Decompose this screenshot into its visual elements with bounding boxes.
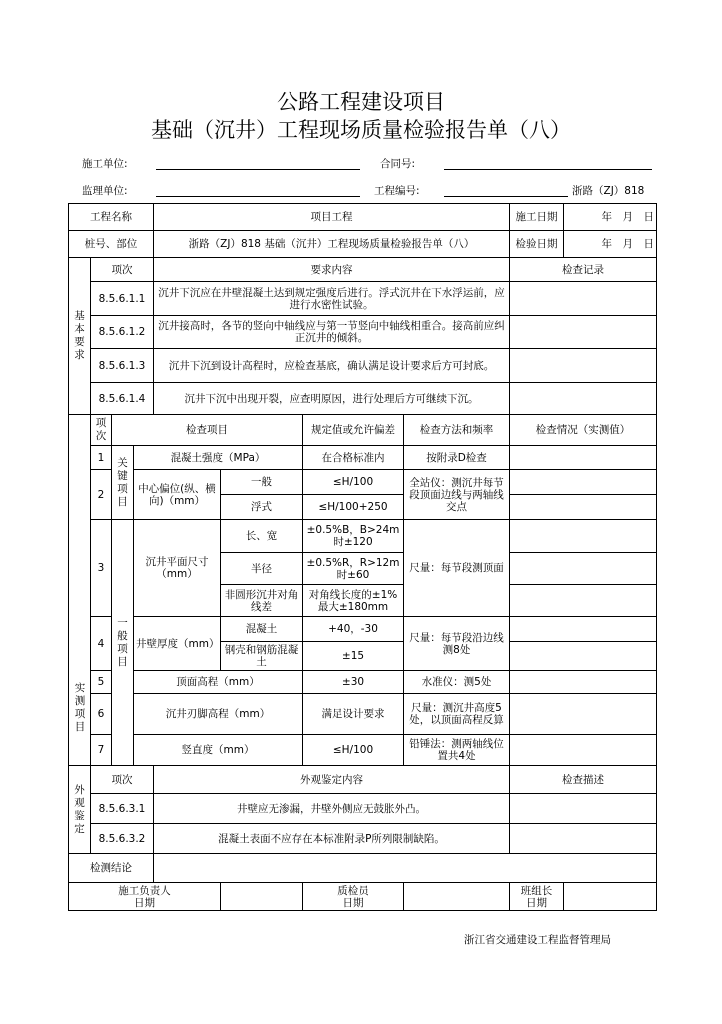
wall-thickness: 井壁厚度（mm） <box>134 617 221 671</box>
basic-record[interactable] <box>510 316 657 349</box>
supervisor-field[interactable] <box>156 196 360 197</box>
method: 水准仪：测5处 <box>404 671 510 694</box>
method: 尺量：每节段沿边线测8处 <box>404 617 510 671</box>
spec-value: ±30 <box>303 671 404 694</box>
method: 按附录D检查 <box>404 446 510 470</box>
spec-value: ≤H/100+250 <box>303 495 404 520</box>
concrete-strength: 混凝土强度（MPa） <box>134 446 303 470</box>
measured-no: 6 <box>91 694 112 735</box>
appearance-text: 井壁应无渗漏，井壁外侧应无鼓胀外凸。 <box>154 794 510 824</box>
basic-record[interactable] <box>510 349 657 383</box>
basic-code: 8.5.6.1.2 <box>91 316 154 349</box>
basic-col-content: 要求内容 <box>154 258 510 282</box>
top-elevation: 顶面高程（mm） <box>134 671 303 694</box>
result-cell[interactable] <box>510 617 657 642</box>
construction-date-value[interactable]: 年 月 日 <box>564 204 657 231</box>
basic-code: 8.5.6.1.1 <box>91 282 154 316</box>
verticality: 竖直度（mm） <box>134 735 303 766</box>
inspection-date-label: 检验日期 <box>510 231 564 258</box>
basic-code: 8.5.6.1.3 <box>91 349 154 383</box>
foreman-signature-label: 施工负责人日期 <box>69 883 221 911</box>
measured-no: 1 <box>91 446 112 470</box>
measured-no: 4 <box>91 617 112 671</box>
inspector-signature[interactable] <box>404 883 510 911</box>
key-items-label: 关键项目 <box>112 446 134 520</box>
measured-section-label: 实测项目 <box>74 682 86 733</box>
contractor-label: 施工单位: <box>82 158 128 170</box>
spec-value: ≤H/100 <box>303 735 404 766</box>
cutting-edge-elevation: 沉井刃脚高程（mm） <box>134 694 303 735</box>
sub-item: 一般 <box>221 470 303 495</box>
basic-text: 沉井接高时，各节的竖向中轴线应与第一节竖向中轴线相重合。接高前应纠正沉井的倾斜。 <box>154 316 510 349</box>
station-value: 浙路（ZJ）818 基础（沉井）工程现场质量检验报告单（八） <box>154 231 510 258</box>
result-cell[interactable] <box>510 585 657 617</box>
appearance-col-item: 项次 <box>91 766 154 794</box>
method: 全站仪：测沉井每节段顶面边线与两轴线交点 <box>404 470 510 520</box>
foreman-signature[interactable] <box>221 883 303 911</box>
measured-col-result: 检查情况（实测值） <box>510 415 657 446</box>
basic-section-label: 基本要求 <box>69 258 91 415</box>
spec-value: ±0.5%R，R>12m时±60 <box>303 553 404 585</box>
title-line-2: 基础（沉井）工程现场质量检验报告单（八） <box>151 118 571 142</box>
basic-text: 沉井下沉中出现开裂，应查明原因，进行处理后方可继续下沉。 <box>154 383 510 415</box>
team-leader-signature[interactable] <box>564 883 657 911</box>
project-name-label: 工程名称 <box>69 204 154 231</box>
spec-value: ±15 <box>303 642 404 671</box>
appearance-code: 8.5.6.3.1 <box>91 794 154 824</box>
basic-col-item: 项次 <box>91 258 154 282</box>
measured-no: 7 <box>91 735 112 766</box>
inspector-signature-label: 质检员日期 <box>303 883 404 911</box>
contract-no-label: 合同号: <box>380 158 416 170</box>
measured-col-item: 项次 <box>91 415 112 446</box>
appearance-col-desc: 检查描述 <box>510 766 657 794</box>
conclusion-label: 检测结论 <box>69 854 154 883</box>
contractor-field[interactable] <box>156 169 360 170</box>
result-cell[interactable] <box>510 642 657 671</box>
basic-code: 8.5.6.1.4 <box>91 383 154 415</box>
basic-record[interactable] <box>510 282 657 316</box>
measured-no: 5 <box>91 671 112 694</box>
measured-col-method: 检查方法和频率 <box>404 415 510 446</box>
spec-value: 对角线长度的±1%最大±180mm <box>303 585 404 617</box>
project-no-label: 工程编号: <box>374 185 420 197</box>
plane-size: 沉井平面尺寸（mm） <box>134 520 221 617</box>
appearance-desc[interactable] <box>510 824 657 854</box>
project-name-value: 项目工程 <box>154 204 510 231</box>
spec-value: ≤H/100 <box>303 470 404 495</box>
spec-value: 满足设计要求 <box>303 694 404 735</box>
sub-item: 混凝土 <box>221 617 303 642</box>
spec-value: ±0.5%B，B>24m时±120 <box>303 520 404 553</box>
contract-no-field[interactable] <box>444 169 652 170</box>
sub-item: 钢壳和钢筋混凝土 <box>221 642 303 671</box>
appearance-text: 混凝土表面不应存在本标准附录P所列限制缺陷。 <box>154 824 510 854</box>
basic-text: 沉井下沉到设计高程时，应检查基底，确认满足设计要求后方可封底。 <box>154 349 510 383</box>
result-cell[interactable] <box>510 671 657 694</box>
spec-value: 在合格标准内 <box>303 446 404 470</box>
title-line-1: 公路工程建设项目 <box>277 90 445 114</box>
method: 铅锤法：测两轴线位置共4处 <box>404 735 510 766</box>
appearance-col-content: 外观鉴定内容 <box>154 766 510 794</box>
result-cell[interactable] <box>510 553 657 585</box>
spec-value: +40，-30 <box>303 617 404 642</box>
appearance-code: 8.5.6.3.2 <box>91 824 154 854</box>
appearance-section-label: 外观鉴定 <box>69 766 91 854</box>
project-no-field[interactable] <box>444 196 568 197</box>
center-offset: 中心偏位(纵、横向)（mm） <box>134 470 221 520</box>
sub-item: 长、宽 <box>221 520 303 553</box>
measured-no: 2 <box>91 470 112 520</box>
measured-col-check-item: 检查项目 <box>112 415 303 446</box>
result-cell[interactable] <box>510 735 657 766</box>
sub-item: 非圆形沉井对角线差 <box>221 585 303 617</box>
supervisor-label: 监理单位: <box>82 185 128 197</box>
sub-item: 半径 <box>221 553 303 585</box>
construction-date-label: 施工日期 <box>510 204 564 231</box>
measured-no: 3 <box>91 520 112 617</box>
appearance-desc[interactable] <box>510 794 657 824</box>
result-cell[interactable] <box>510 446 657 470</box>
form-code: 浙路（ZJ）818 <box>572 185 645 197</box>
measured-section-cell <box>69 415 91 766</box>
team-leader-label: 班组长日期 <box>510 883 564 911</box>
measured-col-spec: 规定值或允许偏差 <box>303 415 404 446</box>
method: 尺量：测沉井高度5处，以顶面高程反算 <box>404 694 510 735</box>
method: 尺量：每节段测顶面 <box>404 520 510 617</box>
sub-item: 浮式 <box>221 495 303 520</box>
basic-record[interactable] <box>510 383 657 415</box>
general-items-label: 一般项目 <box>112 520 134 766</box>
conclusion-value[interactable] <box>154 854 657 883</box>
basic-col-record: 检查记录 <box>510 258 657 282</box>
station-label: 桩号、部位 <box>69 231 154 258</box>
result-cell[interactable] <box>510 495 657 520</box>
result-cell[interactable] <box>510 694 657 735</box>
inspection-table <box>68 203 657 911</box>
result-cell[interactable] <box>510 470 657 495</box>
footer-agency: 浙江省交通建设工程监督管理局 <box>464 934 611 946</box>
inspection-date-value[interactable]: 年 月 日 <box>564 231 657 258</box>
basic-text: 沉井下沉应在井壁混凝土达到规定强度后进行。浮式沉井在下水浮运前，应进行水密性试验。 <box>154 282 510 316</box>
result-cell[interactable] <box>510 520 657 553</box>
